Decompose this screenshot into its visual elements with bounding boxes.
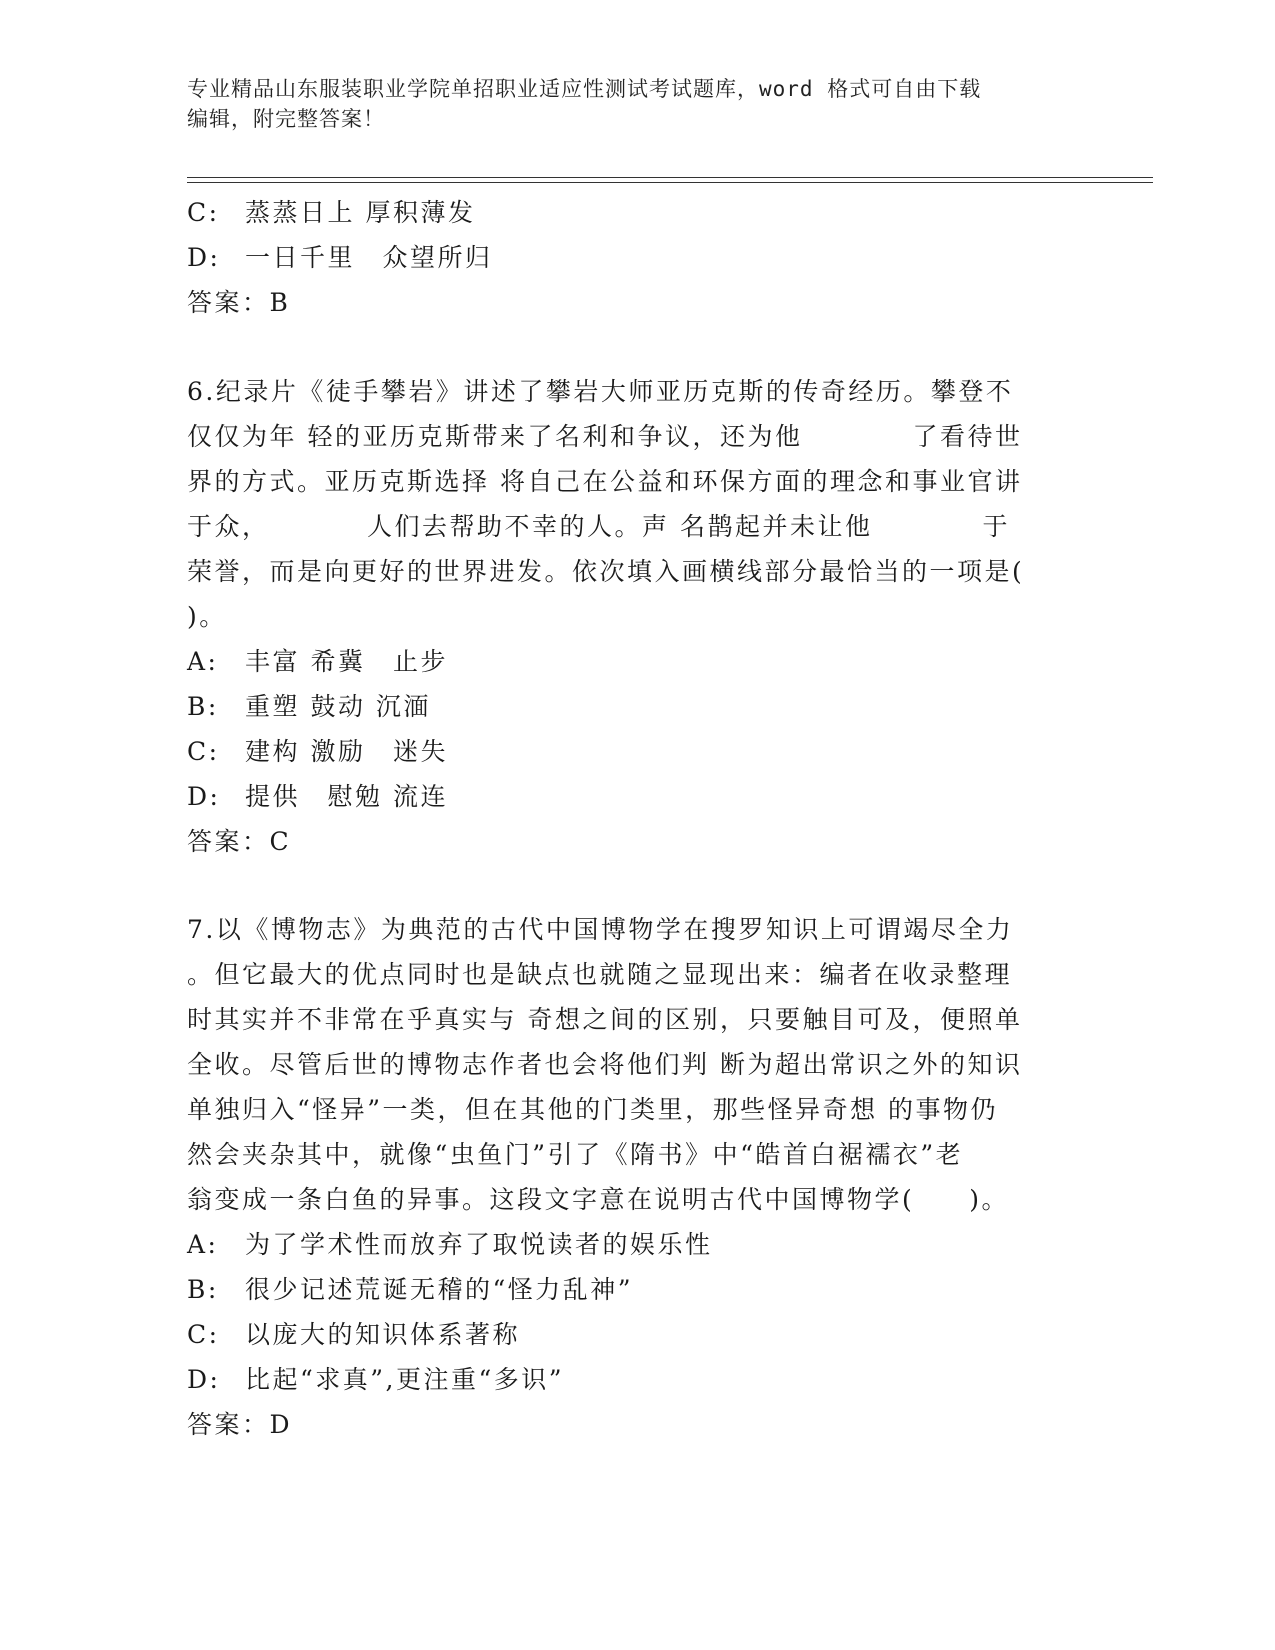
- question-text-line: 然会夹杂其中，就像“虫鱼门”引了《隋书》中“皓首白裾襦衣”老: [187, 1140, 964, 1169]
- question-text-line: 翁变成一条白鱼的异事。这段文字意在说明古代中国博物学( )。: [187, 1185, 1010, 1214]
- answer-line: 答案：C: [187, 827, 292, 856]
- question-text-line: 7.以《博物志》为典范的古代中国博物学在搜罗知识上可谓竭尽全力: [187, 915, 1014, 944]
- question-text-line: 界的方式。亚历克斯选择 将自己在公益和环保方面的理念和事业官讲: [187, 467, 1023, 496]
- question-text-line: )。: [187, 602, 227, 631]
- question-text-line: 单独归入“怪异”一类，但在其他的门类里，那些怪异奇想 的事物仍: [187, 1095, 999, 1124]
- question-7: [187, 907, 1087, 1447]
- option-c: C: 蒸蒸日上 厚积薄发: [187, 198, 476, 227]
- header-line: 编辑，附完整答案！: [187, 107, 385, 131]
- option-a: A: 丰富 希冀 止步: [187, 647, 448, 676]
- option-a: A: 为了学术性而放弃了取悦读者的娱乐性: [187, 1230, 713, 1259]
- question-text-line: 荣誉，而是向更好的世界进发。依次填入画横线部分最恰当的一项是(: [187, 557, 1025, 586]
- header-rule: [187, 177, 1153, 178]
- question-5-tail: [187, 190, 1087, 325]
- header-rule: [187, 182, 1153, 183]
- answer-line: 答案：D: [187, 1410, 293, 1439]
- option-c: C: 以庞大的知识体系著称: [187, 1320, 521, 1349]
- page-header: [187, 74, 1087, 134]
- question-text-line: 6.纪录片《徒手攀岩》讲述了攀岩大师亚历克斯的传奇经历。攀登不: [187, 377, 1014, 406]
- option-b: B: 很少记述荒诞无稽的“怪力乱神”: [187, 1275, 634, 1304]
- header-line: 专业精品山东服装职业学院单招职业适应性测试考试题库，word 格式可自由下载: [187, 77, 982, 101]
- question-6: [187, 369, 1087, 864]
- answer-line: 答案：B: [187, 288, 291, 317]
- option-c: C: 建构 激励 迷失: [187, 737, 448, 766]
- question-text-line: 时其实并不非常在乎真实与 奇想之间的区别，只要触目可及，便照单: [187, 1005, 1023, 1034]
- document-body: [187, 190, 1087, 1447]
- option-d: D: 比起“求真”,更注重“多识”: [187, 1365, 565, 1394]
- question-text-line: 全收。尽管后世的博物志作者也会将他们判 断为超出常识之外的知识: [187, 1050, 1023, 1079]
- spacer: [187, 864, 1087, 907]
- question-text-line: 于众， 人们去帮助不幸的人。声 名鹊起并未让他 于: [187, 512, 1010, 541]
- question-text-line: 。但它最大的优点同时也是缺点也就随之显现出来：编者在收录整理: [187, 960, 1013, 989]
- spacer: [187, 325, 1087, 369]
- question-text-line: 仅仅为年 轻的亚历克斯带来了名利和争议，还为他 了看待世: [187, 422, 1023, 451]
- option-d: D: 提供 慰勉 流连: [187, 782, 448, 811]
- option-d: D: 一日千里 众望所归: [187, 243, 493, 272]
- option-b: B: 重塑 鼓动 沉湎: [187, 692, 431, 721]
